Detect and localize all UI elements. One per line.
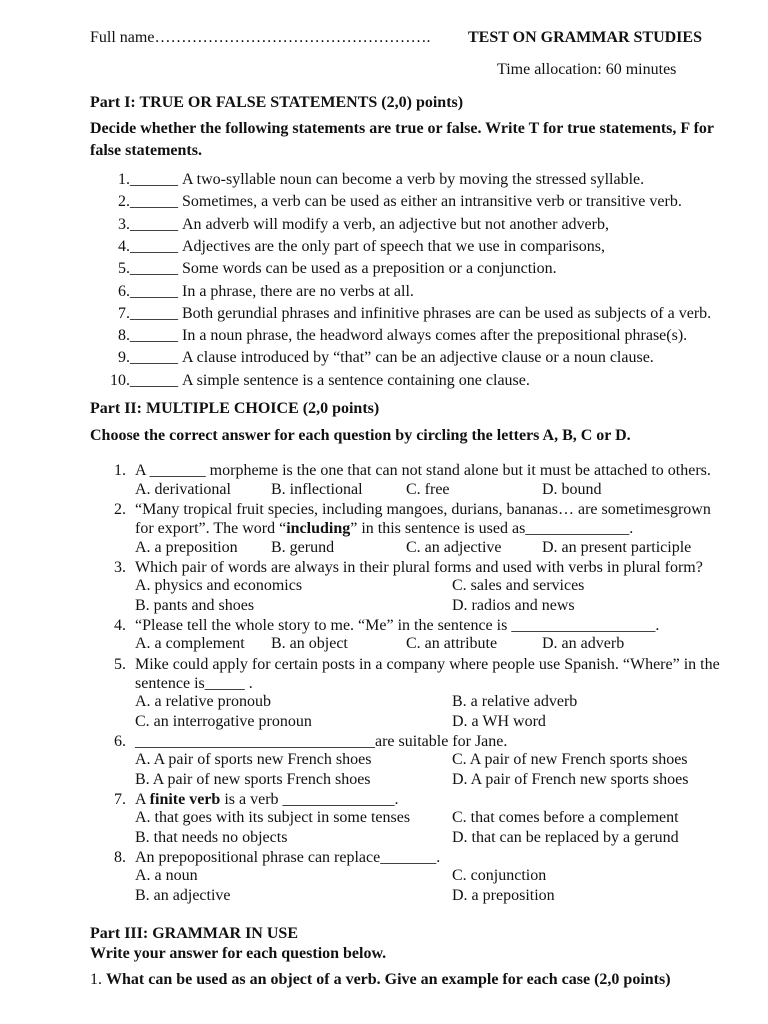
mc-question-5-line2: sentence is_____ . <box>135 675 253 692</box>
tf-item-7 <box>106 303 711 325</box>
tf-item-number: 1. <box>118 171 130 188</box>
q7-option-d[interactable]: D. that can be replaced by a gerund <box>452 829 679 846</box>
tf-statement: Sometimes, a verb can be used as either an intransitive verb or transitive verb. <box>182 193 682 211</box>
tf-statement: A two-syllable noun can become a verb by moving the stressed syllable. <box>182 171 645 188</box>
q2-option-b[interactable]: B. gerund <box>271 539 335 556</box>
tf-item-number: 6. <box>118 282 130 300</box>
q6-option-d[interactable]: D. A pair of French new sports shoes <box>452 771 689 788</box>
tf-item-8 <box>106 325 687 347</box>
tf-item-5 <box>106 258 557 280</box>
q5-option-b[interactable]: B. a relative adverb <box>452 693 578 710</box>
q4-option-d[interactable]: D. an adverb <box>542 635 625 652</box>
tf-answer-blank[interactable]: ______ <box>130 327 178 345</box>
q8-option-b[interactable]: B. an adjective <box>135 887 231 904</box>
tf-item-number: 3. <box>118 215 130 233</box>
q3-option-c[interactable]: C. sales and services <box>452 577 585 594</box>
tf-item-number: 8. <box>118 327 130 345</box>
tf-statement: In a noun phrase, the headword always comes after the prepositional phrase(s). <box>182 327 688 345</box>
tf-item-number: 9. <box>118 349 130 367</box>
tf-answer-blank[interactable]: ______ <box>130 304 178 322</box>
test-page: Full name……………………………………………. TEST ON GRAMMAR STUDIES Time allocation: 60 minutes Part I: TRUE OR FALSE STATEMENTS (2,0) points) Decide whether the following statements are true or false. Write T for true statements, F for false statements. 1.______ A two-syllable noun can become a verb by moving the stressed syllable. 2.______ Sometimes, a verb can be used as either an intransitive verb or transitive verb. 3.______ An adverb will modify a verb, an adjective but not another adverb, 4.______ Adjectives are the only part of speech that we use in comparisons, 5.______ Some words can be used as a preposition or a conjunction. 6.______ In a phrase, there are no verbs at all. 7.______ Both gerundial phrases and infinitive phrases are can be used as subjects of a verb. 8.______ In a noun phrase, the headword always comes after the prepositional phrase(s). 9.______ A clause introduced by “that” can be an adjective clause or a noun clause. 10.______ A simple sentence is a sentence containing one clause. Part II: MULTIPLE CHOICE (2,0 points) Choose the correct answer for each question by circling the letters A, B, C or D. 1. A _______ morpheme is the one that can not stand alone but it must be attached to others. A. derivational B. inflectional C. free D. bound 2. “Many tropical fruit species, including mangoes, durians, bananas… are sometimesgrown for export”. The word “including” in this sentence is used as_____________. A. a preposition B. gerund C. an adjective D. an present participle 3. Which pair of words are always in their plural forms and used with verbs in plural form? A. physics and economics C. sales and services B. pants and shoes D. radios and news 4. “Please tell the whole story to me. “Me” in the sentence is __________________. A. a complement B. an object C. an attribute D. an adverb 5. Mike could apply for certain posts in a company where people use Spanish. “Where” in the sentence is_____ . A. a relative pronoub B. a relative adverb C. an interrogative pronoun D. a WH word 6. ______________________________are suitable for Jane. A. A pair of sports new French shoes C. A pair of new French sports shoes B. A pair of new sports French shoes D. A pair of French new sports shoes 7. A finite verb is a verb ______________. A. that goes with its subject in some tenses C. that comes before a complement B. that needs no objects D. that can be replaced by a gerund 8. An prepopositional phrase can replace_______. A. a noun C. conjunction B. an adjective D. a preposition Part III: GRAMMAR IN USE Write your answer for each question below. 1. What can be used as an object of a verb. Give an example for each case (2,0 points) <box>90 29 720 988</box>
q6-option-b[interactable]: B. A pair of new sports French shoes <box>135 771 371 788</box>
tf-answer-blank[interactable]: ______ <box>130 371 178 389</box>
part3-question-1: 1. What can be used as an object of a verb. Give an example for each case (2,0 points) <box>90 971 671 988</box>
q4-option-b[interactable]: B. an object <box>271 635 348 652</box>
tf-item-9 <box>106 347 654 369</box>
part1-instruction-line2: false statements. <box>90 142 202 159</box>
part1-instruction-line1: Decide whether the following statements are true or false. Write T for true statements, F for <box>90 120 715 137</box>
part3-instruction: Write your answer for each question below. <box>90 945 387 962</box>
q2-option-d[interactable]: D. an present participle <box>542 539 692 556</box>
tf-item-2 <box>106 191 682 213</box>
tf-statement: A simple sentence is a sentence containing one clause. <box>182 371 530 389</box>
tf-item-4 <box>106 236 605 258</box>
tf-statement: A clause introduced by “that” can be an adjective clause or a noun clause. <box>182 349 654 367</box>
q6-option-a[interactable]: A. A pair of sports new French shoes <box>135 751 372 768</box>
q2-option-c[interactable]: C. an adjective <box>406 539 502 556</box>
q1-option-d[interactable]: D. bound <box>542 481 602 498</box>
q7-option-c[interactable]: C. that comes before a complement <box>452 809 679 826</box>
q1-option-b[interactable]: B. inflectional <box>271 481 363 498</box>
q6-option-c[interactable]: C. A pair of new French sports shoes <box>452 751 688 768</box>
q8-option-a[interactable]: A. a noun <box>135 867 198 884</box>
tf-answer-blank[interactable]: ______ <box>130 215 178 233</box>
q5-option-d[interactable]: D. a WH word <box>452 713 546 730</box>
q4-option-a[interactable]: A. a complement <box>135 635 245 652</box>
part3-heading: Part III: GRAMMAR IN USE <box>90 925 298 942</box>
q3-option-d[interactable]: D. radios and news <box>452 597 575 614</box>
tf-answer-blank[interactable]: ______ <box>130 193 178 211</box>
q8-option-c[interactable]: C. conjunction <box>452 867 547 884</box>
tf-statement: Adjectives are the only part of speech that we use in comparisons, <box>182 237 605 255</box>
tf-item-number: 10. <box>110 371 130 389</box>
part1-heading: Part I: TRUE OR FALSE STATEMENTS (2,0) points) <box>90 94 464 111</box>
q3-option-a[interactable]: A. physics and economics <box>135 577 303 594</box>
q1-option-c[interactable]: C. free <box>406 481 450 498</box>
q7-option-a[interactable]: A. that goes with its subject in some tenses <box>135 809 411 826</box>
full-name-field: Full name……………………………………………. <box>90 29 431 46</box>
tf-answer-blank[interactable]: ______ <box>130 349 178 367</box>
test-title: TEST ON GRAMMAR STUDIES <box>468 29 702 46</box>
tf-statement: Both gerundial phrases and infinitive phrases are can be used as subjects of a verb. <box>182 304 712 322</box>
q2-option-a[interactable]: A. a preposition <box>135 539 238 556</box>
time-allocation: Time allocation: 60 minutes <box>497 61 677 78</box>
part2-instruction: Choose the correct answer for each question by circling the letters A, B, C or D. <box>90 427 631 444</box>
tf-item-number: 4. <box>118 237 130 255</box>
tf-item-3 <box>106 214 609 236</box>
tf-statement: In a phrase, there are no verbs at all. <box>182 282 414 300</box>
q1-option-a[interactable]: A. derivational <box>135 481 231 498</box>
tf-item-number: 7. <box>118 304 130 322</box>
tf-item-number: 2. <box>118 193 130 211</box>
tf-item-1 <box>106 169 644 191</box>
tf-statement: An adverb will modify a verb, an adjective but not another adverb, <box>182 215 609 233</box>
tf-answer-blank[interactable]: ______ <box>130 260 178 278</box>
q5-option-c[interactable]: C. an interrogative pronoun <box>135 713 312 730</box>
mc-question-2-line2: for export”. The word “including” in this sentence is used as_____________. <box>135 520 634 537</box>
q5-option-a[interactable]: A. a relative pronoub <box>135 693 271 710</box>
q7-option-b[interactable]: B. that needs no objects <box>135 829 288 846</box>
tf-answer-blank[interactable]: ______ <box>130 237 178 255</box>
q8-option-d[interactable]: D. a preposition <box>452 887 555 904</box>
tf-answer-blank[interactable]: ______ <box>130 171 178 188</box>
tf-answer-blank[interactable]: ______ <box>130 282 178 300</box>
part2-heading: Part II: MULTIPLE CHOICE (2,0 points) <box>90 400 380 417</box>
q4-option-c[interactable]: C. an attribute <box>406 635 498 652</box>
q3-option-b[interactable]: B. pants and shoes <box>135 597 255 614</box>
tf-statement: Some words can be used as a preposition or a conjunction. <box>182 260 557 278</box>
tf-item-number: 5. <box>118 260 130 278</box>
tf-item-6 <box>106 281 414 303</box>
tf-item-10 <box>106 370 530 392</box>
